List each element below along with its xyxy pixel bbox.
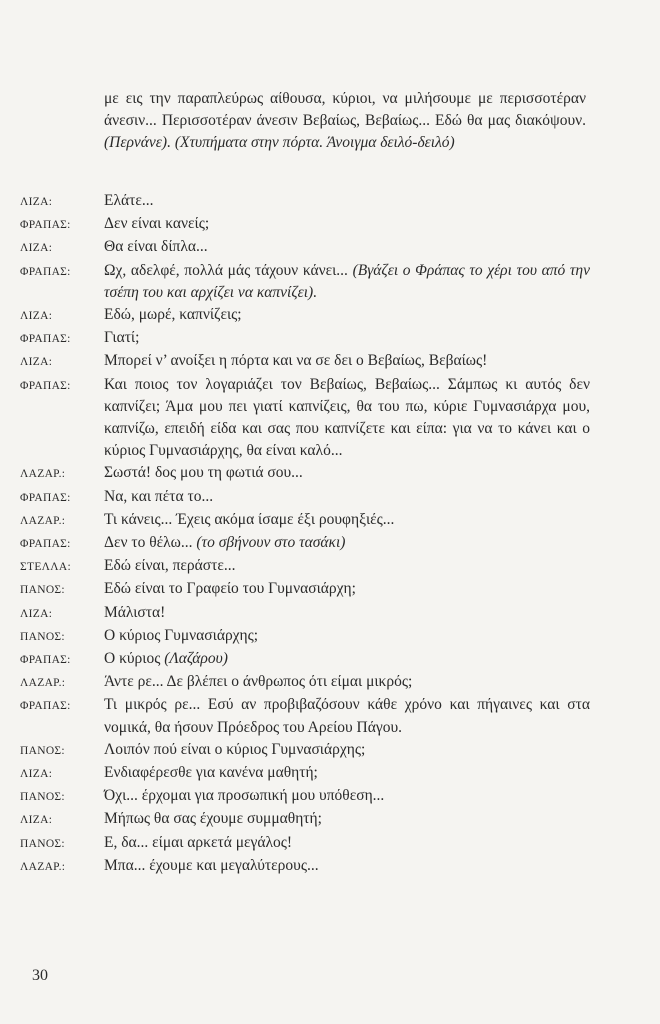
line-text-block — [104, 486, 590, 508]
line-text-block — [104, 578, 590, 600]
speaker-name: ΦΡΑΠΑΣ: — [20, 379, 71, 392]
dialogue-line — [20, 236, 590, 259]
line-text-block — [104, 190, 590, 212]
line-text: Ελάτε... — [104, 192, 154, 209]
page-number: 30 — [32, 967, 48, 984]
opening-text: με εις την παραπλεύρως αίθουσα, κύριοι, να μιλήσουμε με περισσοτέραν άνεσιν... Περισσοτέραν άνεσιν Βεβαίως, Βεβαίως... Εδώ θα μας διακόψουν. — [104, 90, 586, 130]
speaker-name: ΛΙΖΑ: — [20, 310, 53, 323]
line-text-block — [104, 304, 590, 326]
line-text: Μπορεί ν’ ανοίξει η πόρτα και να σε δει ο Βεβαίως, Βεβαίως! — [104, 352, 488, 370]
dialogue-line — [20, 304, 590, 327]
line-text: Δεν είναι κανείς; — [104, 215, 210, 233]
dialogue-line — [20, 671, 590, 694]
dialogue-line — [20, 855, 590, 878]
speaker-name: ΛΙΖΑ: — [20, 607, 53, 620]
speaker-name: ΛΑΖΑΡ.: — [20, 468, 66, 481]
speaker-name: ΠΑΝΟΣ: — [20, 791, 65, 804]
line-text-block — [104, 509, 590, 531]
line-text: Εδώ είναι το Γραφείο του Γυμνασιάρχη; — [104, 580, 356, 598]
line-text: Εδώ, μωρέ, καπνίζεις; — [104, 306, 242, 324]
speaker-name: ΛΙΖΑ: — [20, 768, 53, 781]
stage-direction: (Βγάζει ο Φράπας το χέρι του από την τσέπη του και αρχίζει να καπνίζει). — [104, 261, 590, 301]
line-text-block — [104, 236, 590, 258]
speaker-name: ΦΡΑΠΑΣ: — [20, 654, 71, 667]
line-text-block — [104, 739, 590, 761]
speaker-name: ΠΑΝΟΣ: — [20, 630, 65, 643]
dialogue-line — [20, 739, 590, 762]
line-text: Σωστά! δος μου τη φωτιά σου... — [104, 464, 303, 482]
dialogue-line — [20, 213, 590, 236]
stage-direction: (Λαζάρου) — [164, 650, 228, 668]
line-text-block — [104, 350, 590, 372]
opening-paragraph — [104, 88, 586, 155]
dialogue-line — [20, 694, 590, 738]
speaker-name: ΛΙΖΑ: — [20, 242, 53, 255]
dialogue-line — [20, 350, 590, 373]
line-text: Ο κύριος — [104, 650, 165, 668]
line-text: Τι μικρός ρε... Εσύ αν προβιβαζόσουν κάθε χρόνο και πήγαινες και στα νομικά, θα ήσουν Πρόεδρος του Αρείου Πάγου. — [104, 696, 590, 736]
line-text-block — [104, 462, 590, 484]
line-text: Άντε ρε... Δε βλέπει ο άνθρωπος ότι είμαι μικρός; — [104, 673, 413, 691]
dialogue-line — [20, 260, 590, 304]
line-text-block — [104, 855, 590, 877]
dialogue-line — [20, 762, 590, 785]
dialogue-lines — [20, 190, 590, 878]
dialogue-line — [20, 532, 590, 555]
line-text-block — [104, 671, 590, 693]
speaker-name: ΛΙΖΑ: — [20, 356, 53, 369]
line-text: Ωχ, αδελφέ, πολλά μάς τάχουν κάνει... — [104, 261, 353, 279]
speaker-name: ΦΡΑΠΑΣ: — [20, 538, 71, 551]
dialogue-line — [20, 555, 590, 578]
speaker-name: ΦΡΑΠΑΣ: — [20, 265, 71, 278]
line-text-block — [104, 808, 590, 830]
line-text: Μήπως θα σας έχουμε συμμαθητή; — [104, 810, 322, 828]
line-text: Γιατί; — [104, 329, 140, 347]
dialogue-line — [20, 190, 590, 213]
line-text-block — [104, 532, 590, 554]
line-text: Ε, δα... είμαι αρκετά μεγάλος! — [104, 833, 293, 851]
speaker-name: ΛΙΖΑ: — [20, 196, 53, 208]
dialogue-line — [20, 602, 590, 625]
dialogue-line — [20, 509, 590, 532]
speaker-name: ΛΑΖΑΡ.: — [20, 514, 66, 527]
line-text-block — [104, 213, 590, 235]
speaker-name: ΦΡΑΠΑΣ: — [20, 491, 71, 504]
speaker-name: ΛΑΖΑΡ.: — [20, 677, 66, 690]
line-text: Ο κύριος Γυμνασιάρχης; — [104, 626, 259, 644]
dialogue-line — [20, 832, 590, 855]
line-text: Και ποιος τον λογαριάζει τον Βεβαίως, Βεβαίως... Σάμπως κι αυτός δεν καπνίζει; Άμα μου πει γιατί καπνίζεις, θα του πω, κύριε Γυμνασιάρχα μου, καπνίζω, επειδή είδα και σας που καπνίζετε και είπα: για να το κάνει και ο κύριος Γυμνασιάρχης, θα είναι καλό... — [104, 375, 590, 460]
dialogue-line — [20, 648, 590, 671]
line-text: Ενδιαφέρεσθε για κανένα μαθητή; — [104, 764, 318, 782]
line-text-block — [104, 374, 590, 463]
line-text: Να, και πέτα το... — [104, 487, 214, 505]
speaker-name: ΣΤΕΛΛΑ: — [20, 561, 72, 574]
line-text: Λοιπόν πού είναι ο κύριος Γυμνασιάρχης; — [104, 740, 366, 758]
line-text-block — [104, 555, 590, 577]
line-text: Όχι... έρχομαι για προσωπική μου υπόθεση... — [104, 787, 385, 805]
line-text-block — [104, 260, 590, 304]
speaker-name: ΦΡΑΠΑΣ: — [20, 333, 71, 346]
line-text: Τι κάνεις... Έχεις ακόμα ίσαμε έξι ρουφηξιές... — [104, 510, 395, 528]
dialogue-line — [20, 578, 590, 601]
speaker-name: ΛΙΖΑ: — [20, 814, 53, 827]
speaker-name: ΠΑΝΟΣ: — [20, 837, 65, 850]
dialogue-line — [20, 785, 590, 808]
line-text: Θα είναι δίπλα... — [104, 238, 208, 256]
speaker-name: ΠΑΝΟΣ: — [20, 744, 65, 757]
dialogue-line — [20, 327, 590, 350]
line-text-block — [104, 602, 590, 624]
line-text-block — [104, 785, 590, 807]
dialogue-line — [20, 374, 590, 463]
line-text: Εδώ είναι, περάστε... — [104, 557, 236, 575]
line-text-block — [104, 762, 590, 784]
speaker-name: ΠΑΝΟΣ: — [20, 584, 65, 597]
line-text: Μπα... έχουμε και μεγαλύτερους... — [104, 856, 319, 874]
line-text-block — [104, 648, 590, 670]
dialogue-line — [20, 462, 590, 485]
line-text-block — [104, 694, 590, 738]
dialogue-line — [20, 625, 590, 648]
dialogue-line — [20, 808, 590, 831]
line-text: Μάλιστα! — [104, 603, 166, 621]
dialogue-line — [20, 486, 590, 509]
speaker-name: ΛΑΖΑΡ.: — [20, 860, 66, 873]
stage-direction: (το σβήνουν στο τασάκι) — [196, 534, 346, 552]
speaker-name: ΦΡΑΠΑΣ: — [20, 700, 71, 713]
line-text: Δεν το θέλω... — [104, 534, 197, 552]
stage-direction: (Περνάνε). (Χτυπήματα στην πόρτα. Άνοιγμα δειλό-δειλό) — [104, 134, 455, 152]
line-text-block — [104, 832, 590, 854]
line-text-block — [104, 625, 590, 647]
speaker-name: ΦΡΑΠΑΣ: — [20, 219, 71, 232]
line-text-block — [104, 327, 590, 349]
